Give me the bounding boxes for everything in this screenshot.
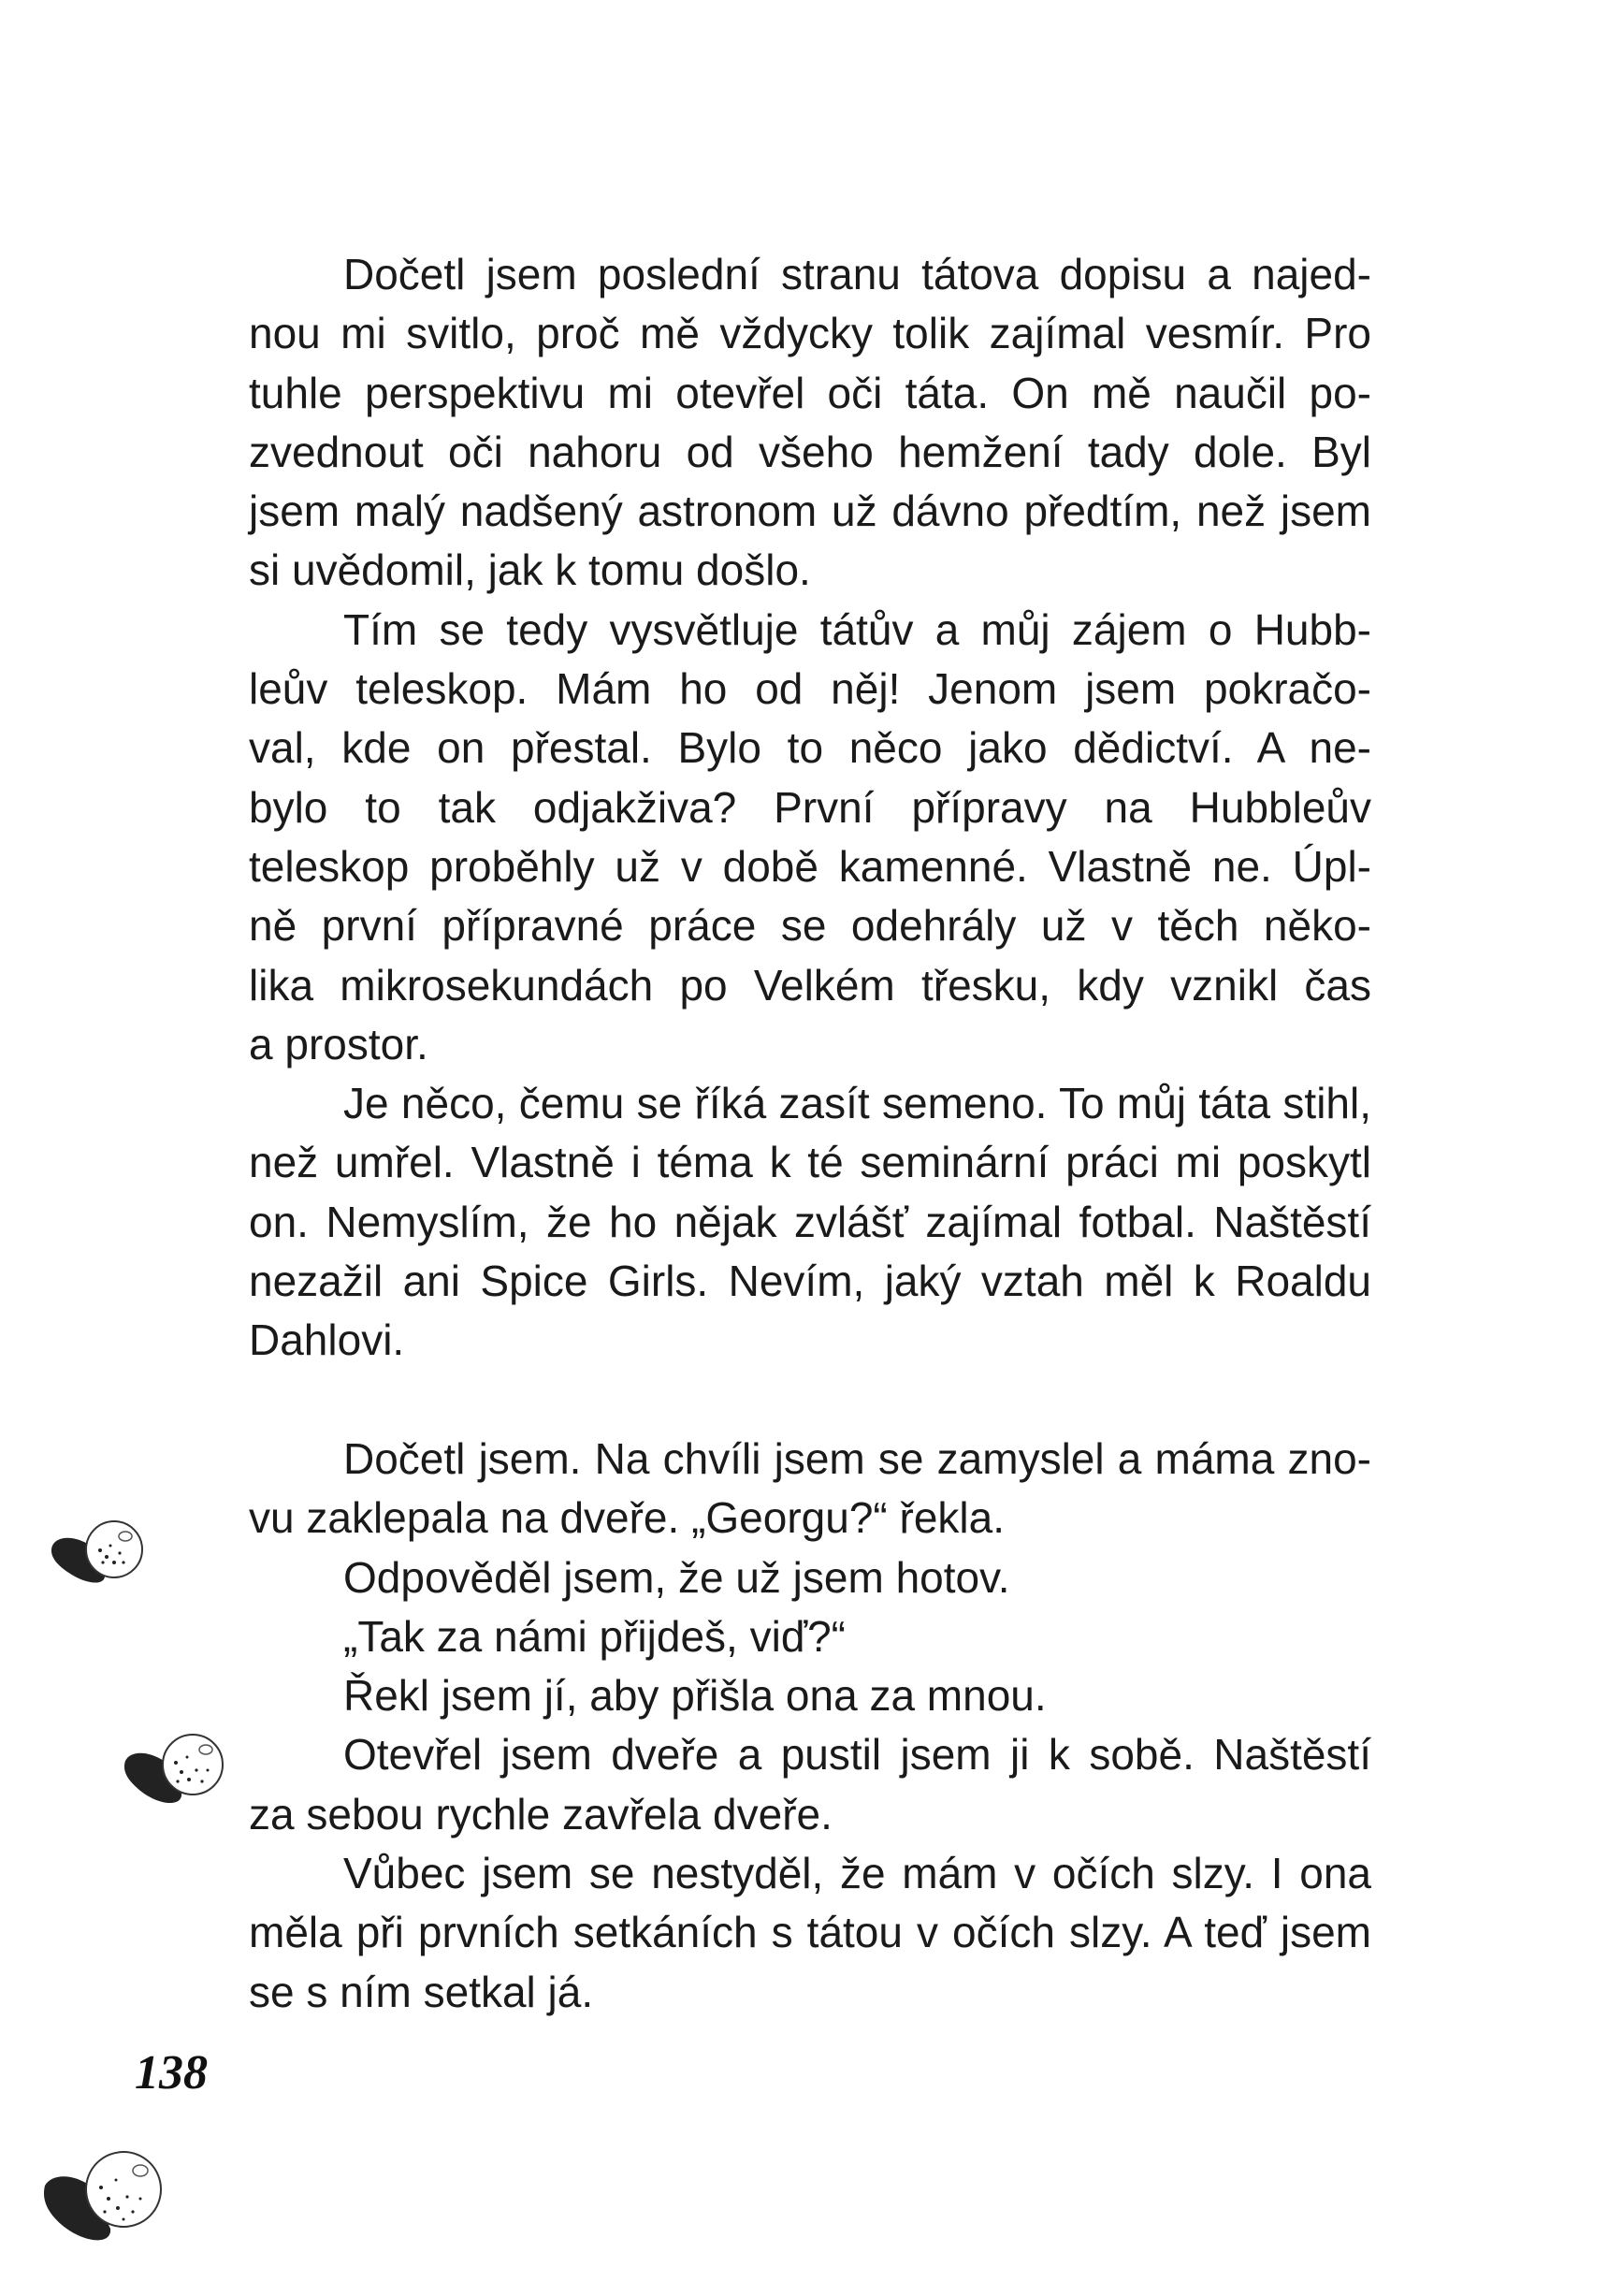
text-line-content: ně první přípravné práce se odehrály už v těch něko- — [249, 901, 1371, 951]
text-line-content: si uvědomil, jak k tomu došlo. — [249, 545, 811, 595]
text-line-content: za sebou rychle zavřela dveře. — [249, 1789, 833, 1838]
text-line-content: leův teleskop. Mám ho od něj! Jenom jsem pokračo- — [249, 664, 1371, 714]
text-line — [249, 660, 1371, 719]
text-line-content: teleskop proběhly už v době kamenné. Vlastně ne. Úpl- — [249, 841, 1371, 891]
text-line — [249, 482, 1371, 541]
text-line-content: Otevřel jsem dveře a pustil jsem ji k sobě. Naštěstí — [343, 1730, 1371, 1780]
text-line-content: Dahlovi. — [249, 1315, 405, 1365]
text-line-content: jsem malý nadšený astronom už dávno předtím, než jsem — [249, 487, 1371, 536]
text-line-content: Tím se tedy vysvětluje tátův a můj zájem o Hubb- — [343, 604, 1371, 654]
text-line — [249, 837, 1371, 896]
text-line — [249, 1607, 1371, 1666]
text-line — [249, 541, 1371, 600]
text-line-content: Je něco, čemu se říká zasít semeno. To můj táta stihl, — [343, 1079, 1371, 1128]
text-line-content: a prostor. — [249, 1019, 428, 1068]
text-line — [249, 1430, 1371, 1489]
text-line — [249, 1725, 1371, 1784]
text-line-content: „Tak za námi přijdeš, viď?“ — [343, 1611, 846, 1661]
text-line — [249, 956, 1371, 1015]
text-line — [249, 1311, 1371, 1370]
text-line-content: Odpověděl jsem, že už jsem hotov. — [343, 1552, 1010, 1602]
blank-line — [249, 1371, 1371, 1430]
text-line — [249, 1193, 1371, 1252]
text-line-content: val, kde on přestal. Bylo to něco jako dědictví. A ne- — [249, 723, 1371, 773]
text-line-content: vu zaklepala na dveře. „Georgu?“ řekla. — [249, 1493, 1005, 1543]
text-line — [249, 1015, 1371, 1074]
text-line — [249, 719, 1371, 777]
planet-icon — [49, 1518, 146, 1589]
text-line-content: Řekl jsem jí, aby přišla ona za mnou. — [343, 1671, 1047, 1721]
text-line-content: Dočetl jsem poslední stranu tátova dopisu a najed- — [343, 250, 1371, 298]
text-line — [249, 1785, 1371, 1844]
text-line-content: nezažil ani Spice Girls. Nevím, jaký vztah měl k Roaldu — [249, 1257, 1371, 1306]
text-line-content: Vůbec jsem se nestyděl, že mám v očích slzy. I ona — [343, 1849, 1371, 1898]
text-line — [249, 778, 1371, 837]
text-line-content: se s ním setkal já. — [249, 1967, 594, 2016]
text-line — [249, 1133, 1371, 1192]
text-line-content: Dočetl jsem. Na chvíli jsem se zamyslel a máma zno- — [343, 1433, 1371, 1483]
planet-icon — [122, 1729, 226, 1809]
text-line-content: lika mikrosekundách po Velkém třesku, kdy vznikl čas — [249, 960, 1371, 1010]
text-line-content: bylo to tak odjakživa? První přípravy na Hubbleův — [249, 782, 1371, 832]
text-line — [249, 1903, 1371, 1962]
text-line-content: než umřel. Vlastně i téma k té seminární práci mi poskytl — [249, 1138, 1371, 1187]
body-text — [249, 245, 1371, 2022]
text-line — [249, 364, 1371, 423]
text-line — [249, 1963, 1371, 2022]
text-line-content: zvednout oči nahoru od všeho hemžení tady dole. Byl — [249, 427, 1371, 476]
text-line-content: nou mi svitlo, proč mě vždycky tolik zajímal vesmír. Pro — [249, 309, 1371, 358]
text-line — [249, 1252, 1371, 1311]
page-number: 138 — [135, 2046, 208, 2100]
text-line — [249, 1489, 1371, 1548]
text-line-content: měla při prvních setkáních s tátou v očích slzy. A teď jsem — [249, 1908, 1371, 1957]
text-line — [249, 245, 1371, 304]
text-line — [249, 1666, 1371, 1725]
planet-icon — [41, 2146, 163, 2247]
text-line — [249, 423, 1371, 482]
text-line — [249, 304, 1371, 363]
text-line-content: tuhle perspektivu mi otevřel oči táta. On mě naučil po- — [249, 368, 1371, 417]
text-line — [249, 1844, 1371, 1903]
text-line-content: on. Nemyslím, že ho nějak zvlášť zajímal fotbal. Naštěstí — [249, 1197, 1371, 1246]
text-line — [249, 601, 1371, 660]
text-line — [249, 1548, 1371, 1607]
text-line — [249, 896, 1371, 955]
text-line — [249, 1074, 1371, 1133]
